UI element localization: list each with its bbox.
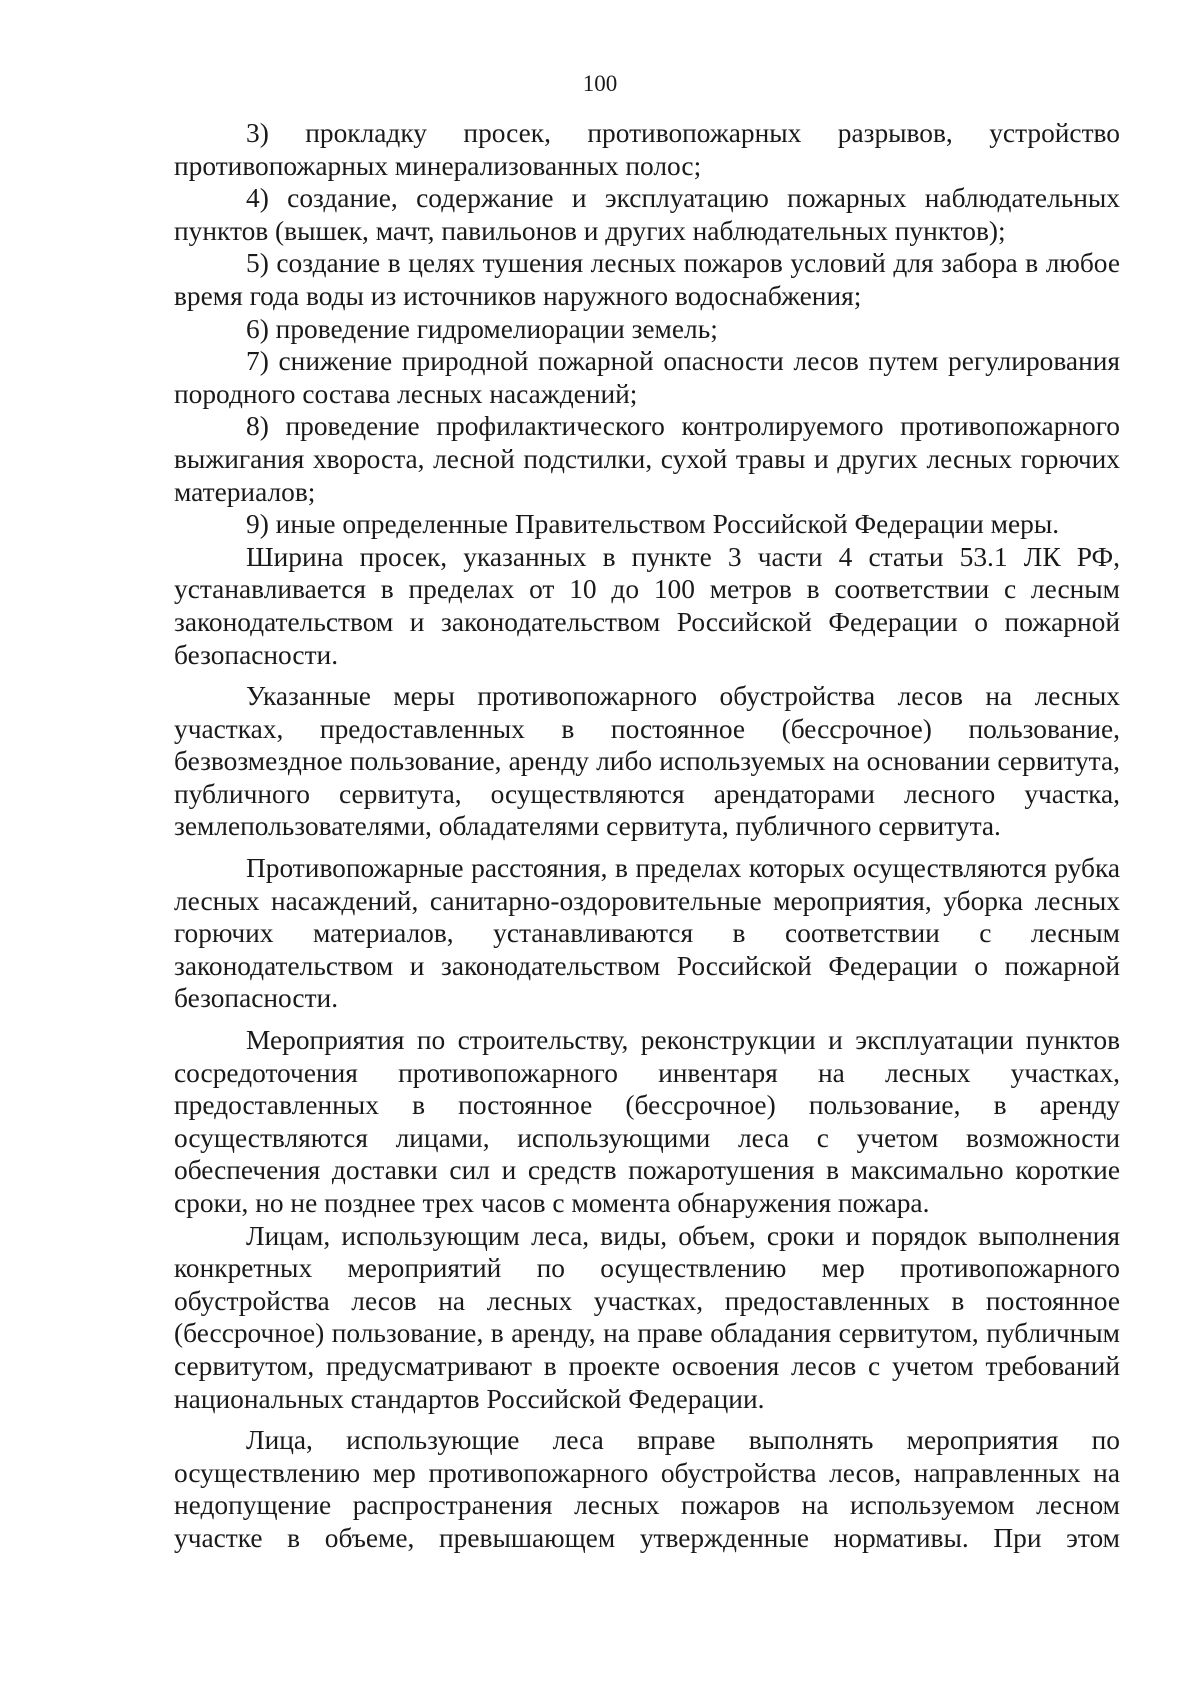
paragraph-fire-distances: Противопожарные расстояния, в пределах которых осуществляются рубка лесных насаждений, санитарно-оздоровительные мероприятия, уборка лесных горючих материалов, устанавливаются в соответствии с лесным законодательством и законодательством Российской Федерации о пожарной безопасности. <box>174 853 1120 1014</box>
page-number: 100 <box>582 71 618 96</box>
paragraph-extra-measures: Лица, использующие леса вправе выполнять мероприятия по осуществлению мер противопожарного обустройства лесов, направленных на недопущение распространения лесных пожаров на используемом лесном участке в объеме, превышающем утвержденные нормативы. При этом <box>174 1425 1120 1553</box>
list-item-5: 5) создание в целях тушения лесных пожаров условий для забора в любое время года воды из источников наружного водоснабжения; <box>174 248 1120 311</box>
paragraph-clearing-width: Ширина просек, указанных в пункте 3 части 4 статьи 53.1 ЛК РФ, устанавливается в пределах от 10 до 100 метров в соответствии с лесным законодательством и законодательством Российской Федерации о пожарной безопасности. <box>174 541 1120 670</box>
paragraph-equipment-points: Мероприятия по строительству, реконструкции и эксплуатации пунктов сосредоточения противопожарного инвентаря на лесных участках, предоставленных в постоянное (бессрочное) пользование, в аренду осуществляются лицами, использующими леса с учетом возможности обеспечения доставки сил и средств пожаротушения в максимально короткие сроки, но не позднее трех часов с момента обнаружения пожара. <box>174 1025 1120 1218</box>
list-item-4: 4) создание, содержание и эксплуатацию пожарных наблюдательных пунктов (вышек, мачт, павильонов и других наблюдательных пунктов); <box>174 183 1120 246</box>
list-item-8: 8) проведение профилактического контролируемого противопожарного выжигания хвороста, лесной подстилки, сухой травы и других лесных горючих материалов; <box>174 411 1120 507</box>
paragraph-forest-users: Лицам, использующим леса, виды, объем, сроки и порядок выполнения конкретных мероприятий по осуществлению мер противопожарного обустройства лесов на лесных участках, предоставленных в постоянное (бессрочное) пользование, в аренду, на праве обладания сервитутом, публичным сервитутом, предусматривают в проекте освоения лесов с учетом требований национальных стандартов Российской Федерации. <box>174 1220 1120 1414</box>
list-item-7: 7) снижение природной пожарной опасности лесов путем регулирования породного состава лесных насаждений; <box>174 346 1120 409</box>
list-item-9: 9) иные определенные Правительством Российской Федерации меры. <box>246 509 1060 540</box>
document-body <box>174 117 1120 1555</box>
list-item-6: 6) проведение гидромелиорации земель; <box>246 313 718 344</box>
list-item-3: 3) прокладку просек, противопожарных разрывов, устройство противопожарных минерализованных полос; <box>174 118 1120 181</box>
paragraph-fire-measures: Указанные меры противопожарного обустройства лесов на лесных участках, предоставленных в постоянное (бессрочное) пользование, безвозмездное пользование, аренду либо используемых на основании сервитута, публичного сервитута, осуществляются арендаторами лесного участка, землепользователями, обладателями сервитута, публичного сервитута. <box>174 681 1120 842</box>
